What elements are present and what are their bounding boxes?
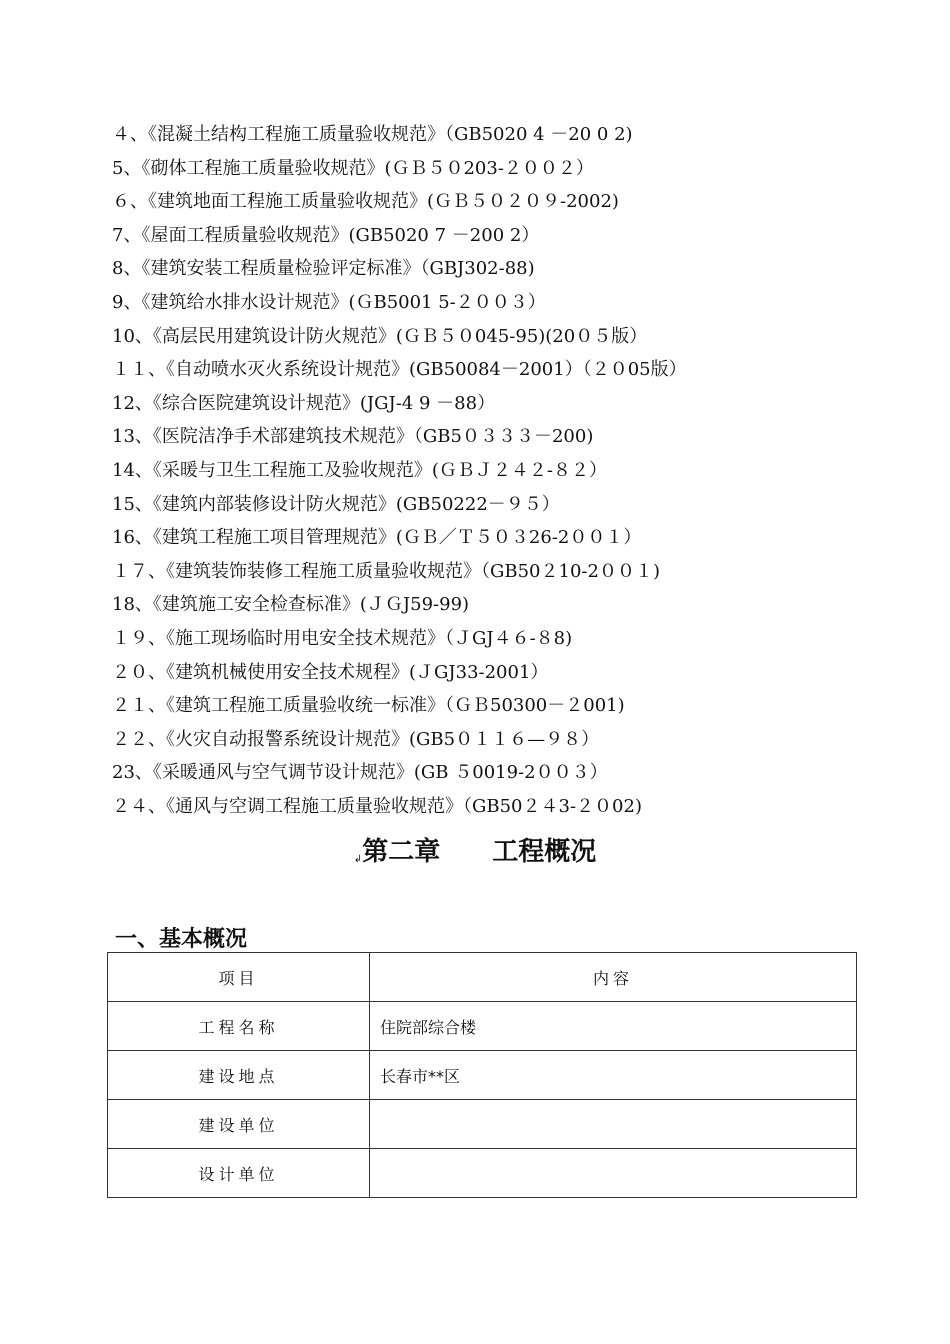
row-content <box>370 1100 857 1149</box>
table-row <box>108 1149 857 1198</box>
row-item-label: 建设地点 <box>108 1051 370 1100</box>
reference-item: 7、《屋面工程质量验收规范》(GB5020 7 －200 2） <box>112 224 540 246</box>
section-heading: 一、基本概况 <box>115 927 248 952</box>
table-header-row <box>108 953 857 1002</box>
reference-list <box>112 118 872 823</box>
reference-item: 9、《建筑给水排水设计规范》(ＧB5001 5-２００３） <box>112 291 546 313</box>
reference-item: １９、《施工现场临时用电安全技术规范》（ＪGJ４６-８8) <box>112 627 573 649</box>
reference-item: ２１、《建筑工程施工质量验收统一标准》（ＧＢ50300－２001) <box>112 695 625 717</box>
row-item-label: 设计单位 <box>108 1149 370 1198</box>
reference-item: 14、《采暖与卫生工程施工及验收规范》(ＧＢＪ２４２-８２） <box>112 459 608 481</box>
row-content: 住院部综合楼 <box>370 1002 857 1051</box>
header-content: 内容 <box>370 953 857 1002</box>
row-item-label: 工程名称 <box>108 1002 370 1051</box>
reference-item: 16、《建筑工程施工项目管理规范》(ＧＢ／Ｔ５０３26-2００１） <box>112 527 642 549</box>
reference-item: 5、《砌体工程施工质量验收规范》(ＧＢ５０203-２００２） <box>112 157 594 179</box>
chapter-heading <box>0 832 950 880</box>
reference-item: ２２、《火灾自动报警系统设计规范》(GB5０１１６—９８） <box>112 728 600 750</box>
table-row <box>108 1051 857 1100</box>
reference-item: １１、《自动喷水灭火系统设计规范》(GB50084－2001）（２０05版） <box>112 359 687 381</box>
reference-item: 15、《建筑内部装修设计防火规范》(GB50222－９５） <box>112 493 560 515</box>
table-row <box>108 1002 857 1051</box>
row-content <box>370 1149 857 1198</box>
reference-item: 10、《高层民用建筑设计防火规范》(ＧＢ５０045-95)(20０５版） <box>112 325 648 347</box>
reference-item: 12、《综合医院建筑设计规范》(JGJ-4 9 －88） <box>112 392 496 414</box>
row-item-label: 建设单位 <box>108 1100 370 1149</box>
reference-item: 18、《建筑施工安全检查标准》(ＪＧJ59-99) <box>112 594 470 616</box>
reference-item: ２４、《通风与空调工程施工质量验收规范》（GB50２４3-２０02) <box>112 795 642 817</box>
row-content: 长春市**区 <box>370 1051 857 1100</box>
paragraph-mark-icon: ↲ <box>353 854 363 865</box>
reference-item: 13、《医院洁净手术部建筑技术规范》（GB5０３３３－200) <box>112 426 594 448</box>
table-row <box>108 1100 857 1149</box>
reference-item: ４、《混凝土结构工程施工质量验收规范》（GB5020 4 －20 0 2) <box>112 124 633 145</box>
reference-item: ２０、《建筑机械使用安全技术规程》(ＪGJ33-2001） <box>112 661 549 683</box>
reference-item: ６、《建筑地面工程施工质量验收规范》(ＧＢ５０２０９-2002) <box>112 191 619 213</box>
header-item: 项目 <box>108 953 370 1002</box>
project-info-table <box>107 952 857 1198</box>
chapter-title-text: 第二章 工程概况 <box>362 837 597 867</box>
reference-item: 8、《建筑安装工程质量检验评定标准》（GBJ302-88) <box>112 258 535 280</box>
reference-item: 23、《采暖通风与空气调节设计规范》(GB ５0019-2００３） <box>112 762 608 784</box>
reference-item: １７、《建筑装饰装修工程施工质量验收规范》（GB50２10-2００１) <box>112 560 660 582</box>
